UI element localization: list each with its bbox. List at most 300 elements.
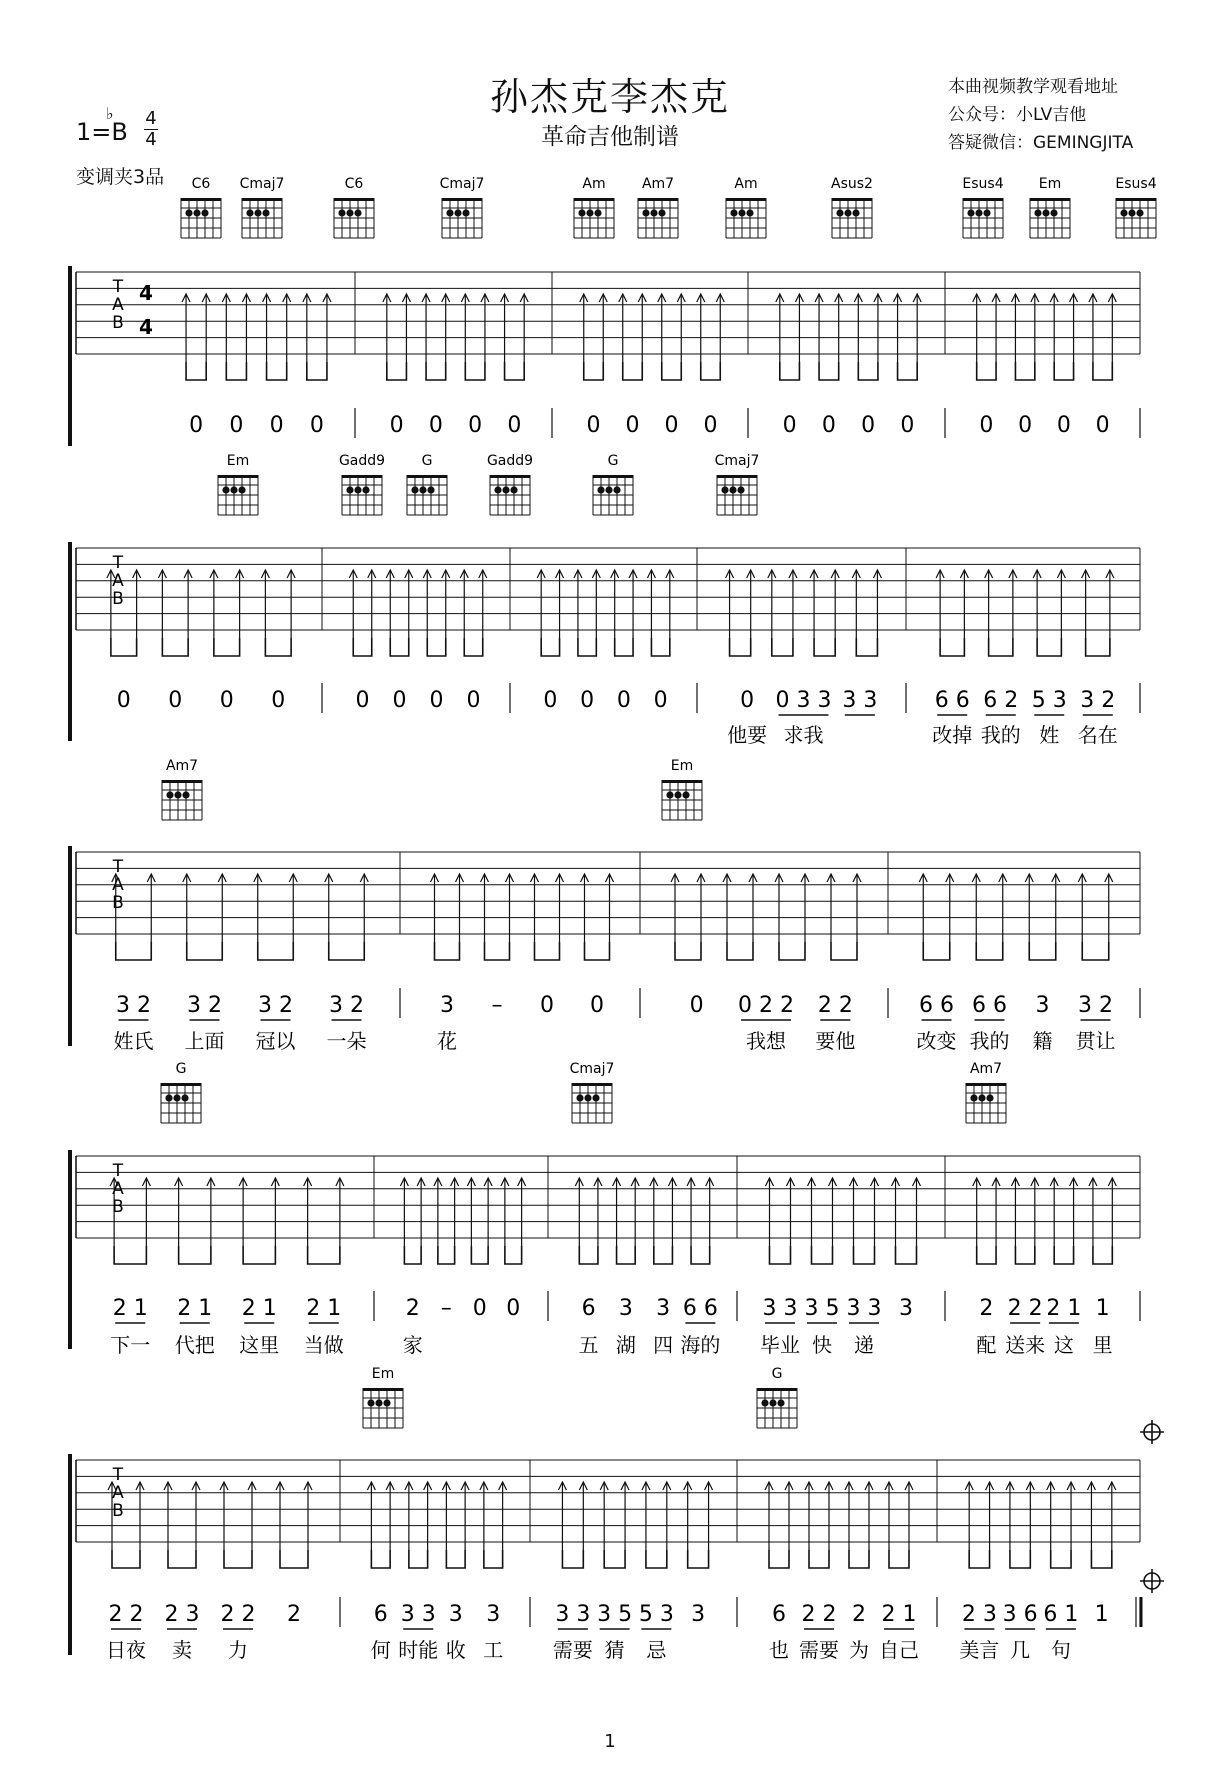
coda-sign-icon: [1140, 1569, 1164, 1593]
jianpu-note: 0 3 3: [775, 688, 832, 713]
rhythm-beam: [889, 1550, 909, 1568]
finger-dot: [427, 486, 434, 493]
finger-dot: [605, 486, 612, 493]
rhythm-beam: [280, 1550, 308, 1568]
rhythm-beam: [623, 362, 643, 380]
lyric: 这里: [239, 1333, 280, 1357]
chord-name: G: [175, 1061, 187, 1077]
info-line-1: 本曲视频教学观看地址: [948, 77, 1118, 97]
chord-diagram: [570, 1061, 615, 1123]
jianpu-note: 3 3: [400, 1602, 436, 1627]
jianpu-note: 2: [287, 1602, 301, 1627]
rhythm-beam: [427, 638, 446, 656]
chord-diagram: [181, 176, 221, 238]
rhythm-beam: [186, 362, 206, 380]
rhythm-beam: [727, 942, 753, 960]
chord-nut: [1030, 198, 1070, 201]
finger-dot: [238, 486, 245, 493]
lyric: 花: [437, 1029, 457, 1053]
finger-dot: [978, 1094, 985, 1101]
jianpu-note: 3 2: [1078, 993, 1113, 1018]
rhythm-beam: [1093, 1246, 1112, 1264]
system-bracket: [68, 266, 72, 446]
finger-dot: [1136, 209, 1143, 216]
rhythm-beam: [780, 362, 800, 380]
chord-diagram: [726, 176, 766, 238]
tab-letter: B: [112, 589, 124, 610]
jianpu-note: 3 3: [846, 1296, 882, 1321]
rhythm-beam: [116, 942, 152, 960]
system-5: [68, 1366, 1140, 1662]
lyric: 为: [849, 1638, 869, 1662]
rhythm-beam: [989, 638, 1013, 656]
jianpu-note: 0: [586, 413, 601, 438]
finger-dot: [201, 209, 208, 216]
jianpu-note: 3 6: [1002, 1602, 1038, 1627]
chord-nut: [638, 198, 678, 201]
finger-dot: [1042, 209, 1049, 216]
jianpu-note: 0: [428, 413, 443, 438]
chord-diagram: [440, 176, 485, 238]
rhythm-beam: [464, 638, 483, 656]
jianpu-note: 3: [656, 1296, 671, 1321]
jianpu-note: 0: [116, 688, 131, 713]
finger-dot: [230, 486, 237, 493]
jianpu-note: 0: [861, 413, 876, 438]
finger-dot: [658, 209, 665, 216]
lyric: 猜: [604, 1638, 625, 1662]
rhythm-beam: [701, 362, 721, 380]
finger-dot: [594, 209, 601, 216]
rhythm-beam: [646, 1550, 667, 1568]
rhythm-beam: [390, 638, 409, 656]
song-title: 孙杰克李杰克: [489, 75, 730, 119]
tab-letter: B: [112, 1197, 124, 1218]
jianpu-note: 0: [229, 413, 244, 438]
lyric: 冠以: [255, 1029, 296, 1053]
jianpu-note: 0: [472, 1296, 487, 1321]
flat-symbol: ♭: [106, 104, 114, 123]
chord-nut: [218, 475, 258, 478]
lyric: 快: [812, 1333, 832, 1357]
jianpu-note: 3 2: [187, 993, 222, 1018]
finger-dot: [1034, 209, 1041, 216]
rhythm-beam: [1093, 362, 1112, 380]
finger-dot: [182, 791, 189, 798]
finger-dot: [586, 209, 593, 216]
lyric: 力: [228, 1638, 248, 1662]
finger-dot: [975, 209, 982, 216]
rhythm-beam: [691, 1246, 710, 1264]
lyric: 日夜: [106, 1638, 146, 1662]
rhythm-beam: [662, 362, 682, 380]
chord-diagram: [407, 453, 447, 515]
chord-diagram: [831, 176, 873, 238]
lyric: 海的: [680, 1333, 721, 1357]
finger-dot: [354, 209, 361, 216]
rhythm-beam: [1082, 942, 1109, 960]
tab-letter: B: [112, 313, 124, 334]
lyric: 这: [1053, 1333, 1074, 1357]
rhythm-beam: [224, 1550, 252, 1568]
finger-dot: [1128, 209, 1135, 216]
jianpu-note: 2 3: [164, 1602, 200, 1627]
tab-letter: A: [112, 1483, 124, 1504]
lyric: 他要: [727, 723, 768, 747]
rhythm-beam: [485, 942, 510, 960]
jianpu-note: 6: [772, 1602, 786, 1627]
jianpu-note: 2 2: [1007, 1296, 1043, 1321]
lyric: 几: [1010, 1638, 1031, 1662]
chord-name: Esus4: [1115, 176, 1157, 192]
chord-diagram: [638, 176, 678, 238]
lyric: 姓氏: [113, 1029, 154, 1053]
lyric: 工: [483, 1638, 504, 1662]
finger-dot: [576, 1094, 583, 1101]
rhythm-beam: [578, 638, 596, 656]
rhythm-beam: [243, 1246, 275, 1264]
rhythm-beam: [426, 362, 446, 380]
system-bracket: [68, 1454, 72, 1655]
chord-diagram: [593, 453, 633, 515]
lyric: 递: [854, 1333, 874, 1357]
rhythm-beam: [849, 1550, 869, 1568]
rhythm-beam: [858, 362, 878, 380]
system-4: [68, 1061, 1140, 1357]
chord-nut: [593, 475, 633, 478]
jianpu-note: 0: [269, 413, 284, 438]
chord-nut: [572, 1083, 612, 1086]
lyric: 卖: [172, 1638, 192, 1662]
jianpu-note: 2 1: [241, 1296, 277, 1321]
chord-diagram: [487, 453, 533, 515]
key-text: 1=B: [76, 118, 128, 146]
finger-dot: [262, 209, 269, 216]
rhythm-beam: [772, 638, 793, 656]
chord-diagram: [574, 176, 614, 238]
jianpu-note: 3 3: [762, 1296, 798, 1321]
finger-dot: [584, 1094, 591, 1101]
rhythm-beam: [1015, 362, 1034, 380]
chord-nut: [832, 198, 872, 201]
finger-dot: [1120, 209, 1127, 216]
lyric: 姓: [1039, 723, 1060, 747]
lyric: 当做: [303, 1333, 344, 1357]
rhythm-beam: [579, 1246, 598, 1264]
jianpu-note: 0: [466, 688, 481, 713]
finger-dot: [729, 486, 736, 493]
finger-dot: [185, 209, 192, 216]
finger-dot: [642, 209, 649, 216]
jianpu-note: 2: [979, 1296, 994, 1321]
rhythm-beam: [446, 1550, 465, 1568]
lyric: 四: [653, 1333, 674, 1357]
chord-nut: [442, 198, 482, 201]
rhythm-beam: [969, 1550, 989, 1568]
chord-diagram: [1115, 176, 1156, 238]
jianpu-note: 0: [168, 688, 183, 713]
lyric: 需要: [799, 1638, 839, 1662]
rhythm-beam: [308, 1246, 340, 1264]
capo-note: 变调夹3品: [76, 166, 165, 188]
tab-letter: T: [112, 277, 124, 297]
system-3: [68, 758, 1140, 1053]
finger-dot: [983, 209, 990, 216]
jianpu-note: 0: [543, 688, 558, 713]
lyric: 何: [370, 1638, 391, 1662]
jianpu-note: 2 1: [306, 1296, 342, 1321]
jianpu-note: 5 3: [1031, 688, 1067, 713]
chord-diagram: [162, 758, 202, 820]
chord-nut: [662, 780, 702, 783]
finger-dot: [761, 1399, 768, 1406]
chord-name: G: [421, 453, 433, 469]
chord-name: Asus2: [831, 176, 873, 192]
chord-nut: [162, 780, 202, 783]
rhythm-beam: [923, 942, 950, 960]
rhythm-beam: [307, 362, 327, 380]
rhythm-beam: [819, 362, 839, 380]
rhythm-beam: [111, 638, 137, 656]
jianpu-note: 0: [782, 413, 797, 438]
rhythm-beam: [371, 1550, 390, 1568]
jianpu-note: 3: [486, 1602, 501, 1627]
lyric: 送来: [1005, 1333, 1046, 1357]
finger-dot: [650, 209, 657, 216]
jianpu-note: 5 3: [638, 1602, 674, 1627]
rhythm-beam: [484, 1550, 503, 1568]
rhythm-beam: [435, 942, 460, 960]
jianpu-note: 0: [507, 413, 522, 438]
finger-dot: [597, 486, 604, 493]
finger-dot: [454, 209, 461, 216]
time-bottom: 4: [145, 129, 157, 150]
rhythm-beam: [1037, 638, 1061, 656]
rhythm-beam: [1010, 1550, 1030, 1568]
jianpu-note: 0: [355, 688, 370, 713]
finger-dot: [674, 791, 681, 798]
jianpu-note: –: [491, 993, 503, 1018]
rhythm-beam: [353, 638, 372, 656]
rhythm-beam: [409, 1550, 428, 1568]
rhythm-beam: [617, 1246, 636, 1264]
time-top: 4: [145, 108, 157, 129]
jianpu-note: 3: [440, 993, 454, 1018]
lyric: 湖: [615, 1333, 636, 1357]
tab-letter: A: [112, 295, 124, 316]
rhythm-beam: [896, 1246, 917, 1264]
rhythm-beam: [114, 1246, 146, 1264]
lyric: 一朵: [326, 1029, 367, 1053]
rhythm-beam: [168, 1550, 196, 1568]
rhythm-beam: [112, 1550, 140, 1568]
rhythm-beam: [226, 362, 246, 380]
rhythm-beam: [541, 638, 559, 656]
rhythm-beam: [584, 362, 604, 380]
jianpu-note: 0: [429, 688, 444, 713]
chord-diagram: [161, 1061, 201, 1123]
chord-nut: [407, 475, 447, 478]
chord-nut: [966, 1083, 1006, 1086]
jianpu-note: 3: [1035, 993, 1050, 1018]
jianpu-note: 3: [691, 1602, 706, 1627]
lyric: 我的: [969, 1029, 1010, 1053]
rhythm-beam: [387, 362, 407, 380]
chord-name: Am7: [969, 1061, 1003, 1077]
jianpu-note: 6 6: [682, 1296, 718, 1321]
jianpu-note: 0: [616, 688, 631, 713]
rhythm-beam: [604, 1550, 625, 1568]
finger-dot: [510, 486, 517, 493]
jianpu-note: 1: [1095, 1296, 1110, 1321]
jianpu-note: 2 1: [177, 1296, 213, 1321]
lyric: 代把: [174, 1333, 215, 1357]
finger-dot: [836, 209, 843, 216]
chord-name: Em: [670, 758, 694, 774]
chord-name: C6: [191, 176, 211, 192]
jianpu-note: 2 3: [961, 1602, 997, 1627]
tab-letter: T: [112, 553, 124, 573]
rhythm-beam: [675, 942, 701, 960]
finger-dot: [970, 1094, 977, 1101]
finger-dot: [721, 486, 728, 493]
tab-letter: B: [112, 1501, 124, 1522]
jianpu-note: 3 2: [1080, 688, 1116, 713]
rhythm-beam: [214, 638, 240, 656]
rhythm-beam: [438, 1246, 455, 1264]
finger-dot: [367, 1399, 374, 1406]
finger-dot: [193, 209, 200, 216]
lyric: 我的: [980, 723, 1021, 747]
tab-letter: T: [112, 857, 124, 877]
lyric: 五: [578, 1333, 599, 1357]
chord-name: Cmaj7: [714, 453, 760, 469]
chord-nut: [181, 198, 221, 201]
chord-name: Gadd9: [486, 453, 534, 469]
chord-diagram: [757, 1366, 797, 1428]
finger-dot: [613, 486, 620, 493]
jianpu-note: 0: [979, 413, 994, 438]
jianpu-note: 2: [852, 1602, 866, 1627]
rhythm-beam: [976, 942, 1003, 960]
finger-dot: [346, 486, 353, 493]
lyric: 求我: [783, 723, 824, 747]
lyric: 忌: [646, 1638, 667, 1662]
jianpu-note: 2 1: [1046, 1296, 1082, 1321]
finger-dot: [777, 1399, 784, 1406]
lyric: 毕业: [760, 1333, 800, 1357]
chord-name: Am: [582, 176, 606, 192]
tab-letter: A: [112, 1179, 124, 1200]
jianpu-note: 6 1: [1043, 1602, 1079, 1627]
chord-name: Cmaj7: [439, 176, 485, 192]
finger-dot: [578, 209, 585, 216]
rhythm-beam: [854, 1246, 875, 1264]
jianpu-note: 0: [540, 993, 554, 1018]
rhythm-beam: [258, 942, 294, 960]
rhythm-beam: [179, 1246, 211, 1264]
rhythm-beam: [898, 362, 918, 380]
chord-nut: [363, 1388, 403, 1391]
rhythm-beam: [654, 1246, 673, 1264]
jianpu-note: 0: [389, 413, 404, 438]
chord-nut: [726, 198, 766, 201]
jianpu-note: 0 2 2: [738, 993, 794, 1018]
jianpu-note: –: [440, 1296, 452, 1321]
rhythm-beam: [187, 942, 223, 960]
chord-diagram: [962, 176, 1003, 238]
finger-dot: [174, 791, 181, 798]
chord-diagram: [240, 176, 285, 238]
jianpu-note: 6: [373, 1602, 388, 1627]
tab-letter: B: [112, 893, 124, 914]
jianpu-note: 0: [309, 413, 324, 438]
finger-dot: [769, 1399, 776, 1406]
jianpu-note: 3: [899, 1296, 913, 1321]
tab-letter: A: [112, 875, 124, 896]
chord-nut: [717, 475, 757, 478]
jianpu-note: 3: [448, 1602, 463, 1627]
finger-dot: [666, 791, 673, 798]
rhythm-beam: [471, 1246, 488, 1264]
rhythm-beam: [688, 1550, 709, 1568]
finger-dot: [246, 209, 253, 216]
finger-dot: [254, 209, 261, 216]
finger-dot: [419, 486, 426, 493]
rhythm-beam: [769, 1550, 789, 1568]
lyric: 改变: [916, 1029, 957, 1053]
lyric: 收: [445, 1638, 466, 1662]
jianpu-note: 0: [703, 413, 718, 438]
tab-time-bottom: 4: [139, 315, 153, 339]
rhythm-beam: [770, 1246, 791, 1264]
rhythm-beam: [615, 638, 633, 656]
jianpu-note: 6 6: [934, 688, 970, 713]
jianpu-note: 0: [740, 688, 755, 713]
chord-nut: [342, 475, 382, 478]
chord-name: Gadd9: [338, 453, 386, 469]
jianpu-note: 3 5: [804, 1296, 840, 1321]
chord-nut: [490, 475, 530, 478]
chord-diagram: [715, 453, 760, 515]
rhythm-beam: [651, 638, 669, 656]
rhythm-beam: [1029, 942, 1056, 960]
info-line-2: 公众号：小LV吉他: [948, 105, 1087, 125]
jianpu-note: 0: [689, 993, 704, 1018]
finger-dot: [592, 1094, 599, 1101]
lyric: 美言: [959, 1638, 1000, 1662]
jianpu-note: 2 2: [817, 993, 853, 1018]
chord-diagram: [339, 453, 385, 515]
rhythm-beam: [1086, 638, 1110, 656]
finger-dot: [730, 209, 737, 216]
rhythm-beam: [265, 638, 291, 656]
tab-letter: A: [112, 571, 124, 592]
jianpu-note: 0: [468, 413, 483, 438]
tab-time-top: 4: [139, 281, 153, 305]
finger-dot: [165, 1094, 172, 1101]
page-number: 1: [604, 1731, 616, 1752]
rhythm-beam: [856, 638, 877, 656]
jianpu-note: 3 3: [555, 1602, 591, 1627]
rhythm-beam: [831, 942, 857, 960]
chord-name: Am: [734, 176, 758, 192]
jianpu-note: 0: [664, 413, 679, 438]
lyric: 家: [402, 1333, 423, 1357]
jianpu-note: 2 1: [112, 1296, 148, 1321]
chord-name: Cmaj7: [239, 176, 285, 192]
lyric: 要他: [815, 1029, 856, 1053]
